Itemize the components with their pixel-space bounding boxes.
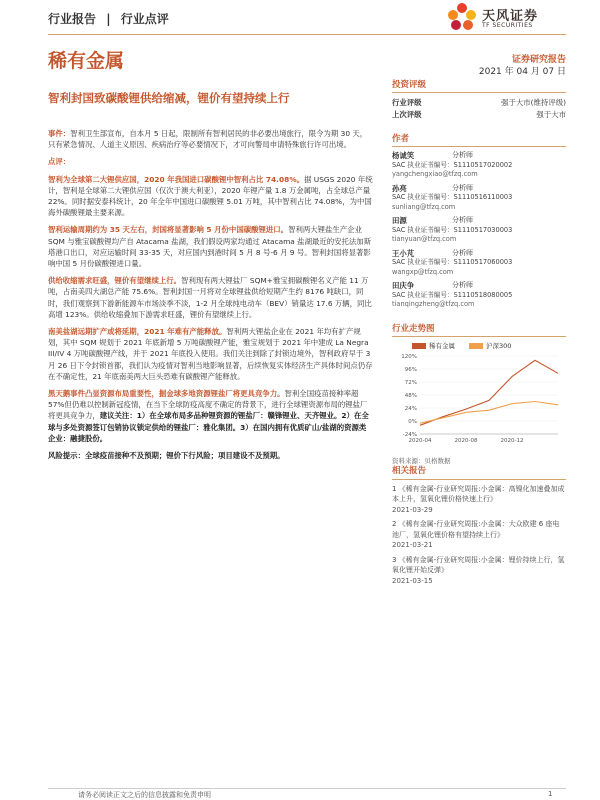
page-number: 1 [548, 790, 553, 798]
related-report-item[interactable]: 1 《稀有金属-行业研究周报:小金属：高镍化加速叠加成本上升，氢氧化锂价格快速上行》 2021-03-29 [392, 484, 565, 514]
paragraph-4-head: 南美盐湖远期扩产或将延期，2021 年难有产能释放。 [48, 327, 227, 337]
paragraph-5-recommendation: 建议关注：1）在全球布局多品种锂资源的锂盐厂：赣锋锂业、天齐锂业。2）在全球与多处资源签订包销协议锁定供给的锂盐厂：雅化集团。3）在国内拥有优质矿山/盐湖的资源类企业：融捷股份。 [48, 411, 369, 443]
event-paragraph [48, 128, 373, 150]
related-title: 相关报告 [392, 466, 566, 480]
related-reports-panel [392, 466, 566, 590]
chart-title: 行业走势图 [392, 322, 566, 337]
authors-panel [392, 132, 566, 314]
author-email[interactable]: sunliang@tfzq.com [392, 202, 456, 211]
header-divider [48, 34, 566, 35]
related-report-item[interactable]: 2 《稀有金属-行业研究周报:小金属：大众欧建 6 座电池厂，氢氧化锂价格有望持续上行》 2021-03-21 [392, 520, 560, 549]
chart-source: 资料来源：贝格数据 [392, 457, 451, 465]
event-text: 智利卫生部宣布，自本月 5 日起，限制所有智利居民的非必要出境旅行，限令为期 30 天，只有紧急情况、人道主义原因、疾病治疗等必要情况下，才可向警局申请特殊旅行许可出境。 [48, 129, 368, 150]
y-tick-label: -24% [402, 432, 417, 438]
series-line-2 [420, 402, 558, 424]
paragraph-3 [48, 275, 373, 320]
report-type: 证券研究报告 [511, 55, 566, 65]
paragraph-2-head: 智利运输周期约为 35 天左右，封国将显著影响 5 月份中国碳酸锂进口。 [48, 225, 289, 235]
legend-item-index: 沪深300 [469, 341, 511, 350]
y-tick-label: 96% [404, 367, 417, 373]
y-tick-label: 120% [401, 354, 417, 360]
rating-row-previous: 上次评级 强于大市 [392, 110, 566, 119]
paragraph-2 [48, 224, 373, 269]
sector-title: 稀有金属 [48, 50, 125, 72]
main-body [48, 128, 373, 467]
paragraph-1-text: 据 USGS 2020 年统计，智利是全球第二大锂供应国（仅次于澳大利亚），2020 年锂产量 1.8 万金属吨，占全球总产量 22%。同时据安泰科统计，20 年全年中国进口碳酸锂 5.01 万吨，其中智利占比 74.08%，为中国海外碳酸锂最主要来源。 [48, 174, 373, 218]
comment-label: 点评： [48, 157, 71, 167]
paragraph-1-head: 智利为全球第二大锂供应国，2020 年我国进口碳酸锂中智利占比 74.08%。 [48, 174, 305, 184]
y-tick-label: 48% [404, 393, 417, 399]
brand-name-en: TF SECURITIES [482, 22, 533, 29]
paragraph-2-text: 智利两大锂盐生产企业 SQM 与雅宝碳酸锂均产自 Atacama 盐湖，我们假设两家均通过 Atacama 盐湖最近的安托法加斯塔港口出口，对应运输时间 33-35 天，对应国内到港时间 5 月 8 号-6 月 9 号。智利封国将显著影响中国 5 月份碳酸锂进口量。 [48, 225, 372, 269]
report-date: 2021 年 04 月 07 日 [478, 67, 566, 77]
series-line-1 [420, 360, 558, 425]
author-entry: 田庆争 分析师 SAC 执业证书编号：S1110518080005 tianqingzheng@tfzq.com [392, 281, 566, 310]
paragraph-3-text: 智利现有两大锂盐厂 SQM+雅宝拥碳酸锂名义产能 11 万吨，占南美四大湖总产能 75.6%。智利封国一月将对全球锂盐供给短期产生约 8176 吨缺口，同时，我们观察到下游新能源车市场淡季不淡，1-2 月全球纯电动车（BEV）销量达 17.6 万辆，同比高增 123%。供给收缩叠加下游需求旺盛，锂价有望继续上行。 [48, 276, 372, 319]
authors-title: 作者 [392, 132, 566, 147]
tag-industry-report: 行业报告 [48, 12, 97, 26]
y-tick-label: 24% [404, 406, 417, 412]
author-entry: 王小芃 分析师 SAC 执业证书编号：S1110517060003 wangxp@tfzq.com [392, 249, 566, 278]
report-tags [48, 10, 175, 27]
headline: 智利封国致碳酸锂供给缩减，锂价有望持续上行 [48, 91, 290, 105]
rating-panel [392, 78, 566, 121]
paragraph-1 [48, 174, 373, 219]
author-email[interactable]: tianyuan@tfzq.com [392, 235, 457, 243]
tag-separator: | [106, 12, 111, 26]
author-email[interactable]: tianqingzheng@tfzq.com [392, 300, 475, 308]
paragraph-5 [48, 388, 373, 444]
author-entry: 孙亮 分析师 SAC 执业证书编号：S1110516110003 sunliang@tfzq.com [392, 184, 566, 213]
rating-row-industry: 行业评级 强于大市(维持评级) [392, 98, 566, 107]
chart-legend [412, 341, 566, 350]
flower-logo-icon [446, 2, 478, 34]
x-tick-label: 2020-12 [500, 438, 524, 444]
brand-logo [446, 2, 566, 34]
event-label: 事件： [48, 129, 71, 138]
footer-disclaimer: 请务必阅读正文之后的信息披露和免责申明 [78, 791, 211, 799]
tag-industry-comment: 行业点评 [120, 12, 169, 26]
paragraph-5-text: 智利全国疫苗接种率超 57%但仍难以控制新冠疫情，在当下全球防疫高度不确定的背景下，进行全球锂资源布局的锂盐厂将更具竞争力， [48, 389, 368, 421]
risk-warning: 风险提示：全球疫苗接种不及预期；锂价下行风险；项目建设不及预期。 [48, 451, 285, 461]
trend-chart-panel [392, 322, 566, 465]
paragraph-3-head: 供给收缩需求旺盛，锂价有望继续上行。 [48, 276, 182, 286]
x-tick-label: 2020-08 [454, 438, 478, 444]
trend-chart [392, 350, 566, 450]
paragraph-4 [48, 326, 373, 382]
author-entry: 杨诚笑 分析师 SAC 执业证书编号：S1110517020002 yangchengxiao@tfzq.com [392, 151, 566, 180]
x-tick-label: 2020-04 [408, 438, 432, 444]
author-entry: 田源 分析师 SAC 执业证书编号：S1110517030003 tianyuan@tfzq.com [392, 216, 566, 245]
brand-name: 天风证券 [482, 9, 539, 24]
footer-divider [48, 788, 566, 789]
legend-item-sector: 稀有金属 [412, 341, 455, 350]
y-tick-label: 72% [404, 380, 417, 386]
paragraph-4-text: 智利两大锂盐企业在 2021 年均有扩产规划，其中 SQM 规划于 2021 年底新增 5 万吨碳酸锂产能，雅宝规划于 2021 年中建成 La Negra III/IV 4 万吨碳酸锂产线，并于 2021 年底投入使用。我们关注到除了封锁边境外，智利政府早于 3 月 26 日下令封锁首都，我们认为疫情对智利当地影响显著，后续恢复实体经济生产具体时间点仍存在不确定性，21 年底南美两大巨头恐难有碳酸锂产能释放。 [48, 327, 373, 381]
paragraph-5-head: 黑天鹅事件凸显资源布局重要性，掘金球多地资源锂盐厂将更具竞争力。 [48, 389, 285, 399]
author-email[interactable]: wangxp@tfzq.com [392, 267, 454, 276]
author-email[interactable]: yangchengxiao@tfzq.com [392, 170, 478, 178]
y-tick-label: 0% [408, 419, 417, 425]
rating-title: 投资评级 [392, 78, 566, 93]
related-report-item[interactable]: 3 《稀有金属-行业研究周报:小金属：锂价持续上行，氢氧化锂开始反弹》 2021-03-15 [392, 555, 565, 585]
